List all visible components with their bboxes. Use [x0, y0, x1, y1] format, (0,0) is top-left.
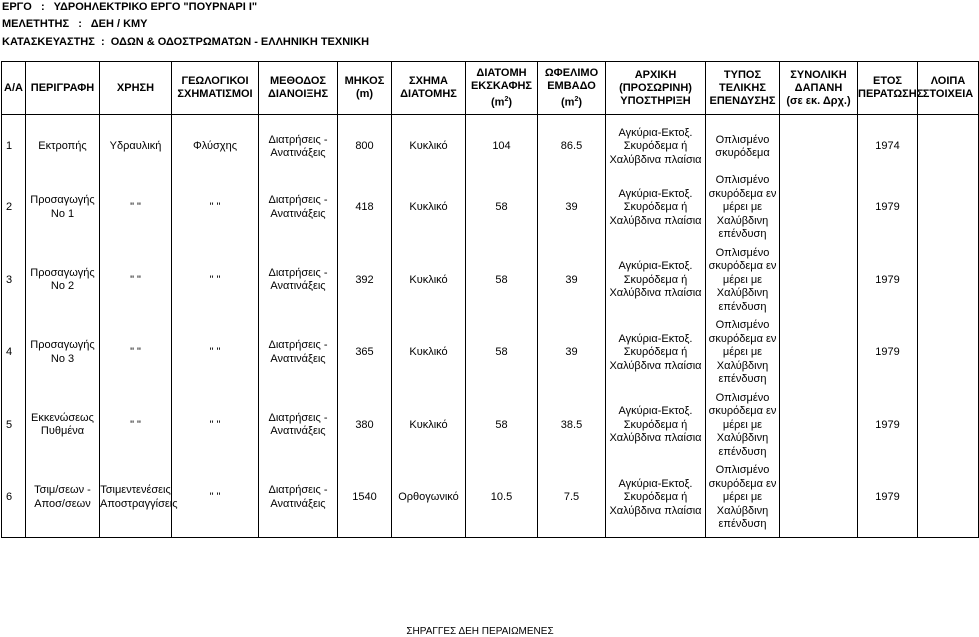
column-header — [606, 62, 706, 115]
final-lining-cell — [706, 464, 780, 532]
tunnels-table — [1, 61, 979, 538]
column-header-line: ΔΙΑΤΟΜΗΣ — [400, 88, 457, 100]
column-header-line: ΥΠΟΣΤΗΡΙΞΗ — [620, 94, 691, 107]
final-lining-line: επένδυση — [718, 228, 767, 240]
closing-cell — [706, 532, 780, 538]
other-info-cell — [918, 464, 979, 532]
final-lining-cell — [706, 247, 780, 315]
length-cell — [338, 392, 392, 460]
final-lining-line: μέρει με — [722, 491, 763, 503]
length: 1540 — [352, 491, 377, 503]
section-shape-cell — [392, 392, 466, 460]
initial-support-line: Αγκύρια-Εκτοξ. — [618, 332, 693, 345]
initial-support-cell — [606, 174, 706, 242]
column-header-line: ) — [578, 96, 583, 109]
useful-area: 39 — [565, 201, 578, 213]
closing-cell — [100, 532, 172, 538]
excavation-area-cell — [466, 174, 538, 242]
initial-support-line: Χαλύβδινα πλαίσια — [609, 287, 702, 299]
row-number: 4 — [6, 346, 13, 358]
initial-support-line: Σκυρόδεμα ή — [623, 418, 688, 431]
description-line: Εκτροπής — [38, 140, 87, 153]
description-cell — [26, 247, 100, 315]
column-header — [392, 62, 466, 115]
other-info-cell — [918, 174, 979, 242]
excavation-method-line: Διατρήσεις - — [268, 194, 328, 207]
column-header-line: ΕΤΟΣ — [872, 75, 902, 87]
closing-cell — [172, 532, 259, 538]
geology-cell — [172, 319, 259, 387]
completion-year-cell — [858, 125, 918, 169]
project-line — [2, 1, 257, 13]
usage-line: Τσιμεντενέσεις — [100, 484, 171, 497]
column-header — [259, 62, 338, 115]
usage-line: Αποστραγγίσεις — [100, 497, 178, 510]
row-number: 3 — [6, 273, 13, 286]
column-header-line: ΣΤΟΙΧΕΙΑ — [922, 88, 974, 100]
useful-area: 7.5 — [563, 491, 580, 503]
total-cost-cell — [780, 464, 858, 532]
section-shape: Κυκλικό — [409, 346, 448, 358]
final-lining-line: Οπλισμένο — [715, 133, 770, 146]
final-lining-line: επένδυση — [718, 373, 767, 385]
description-cell — [26, 125, 100, 169]
section-shape: Κυκλικό — [409, 140, 448, 153]
column-header-line: Α/Α — [4, 81, 23, 94]
completion-year: 1979 — [875, 346, 900, 358]
final-lining-cell — [706, 174, 780, 242]
column-header-line: ΕΜΒΑΔΟ — [547, 79, 596, 92]
row-number-cell — [2, 247, 26, 315]
initial-support-cell — [606, 392, 706, 460]
column-header-line: (ΠΡΟΣΩΡΙΝΗ) — [619, 81, 692, 94]
usage-cell — [100, 392, 172, 460]
closing-row — [2, 532, 979, 538]
excavation-area-cell — [466, 392, 538, 460]
excavation-method-line: Ανατινάξεις — [270, 147, 326, 159]
row-number: 1 — [6, 140, 13, 153]
usage-cell — [100, 319, 172, 387]
closing-cell — [538, 532, 606, 538]
excavation-method-line: Διατρήσεις - — [268, 411, 328, 424]
final-lining-line: Οπλισμένο — [715, 391, 770, 404]
description-line: Προσαγωγής — [30, 194, 95, 207]
closing-cell — [466, 532, 538, 538]
excavation-method-line: Διατρήσεις - — [268, 339, 328, 352]
useful-area-cell — [538, 464, 606, 532]
unit-superscript: 2 — [574, 95, 579, 103]
geology-line: " " — [209, 273, 221, 286]
column-header — [538, 62, 606, 115]
column-header-line: ΤΥΠΟΣ ΤΕΛΙΚΗΣ — [719, 68, 766, 94]
initial-support-line: Αγκύρια-Εκτοξ. — [618, 405, 693, 417]
excavation-method-line: Ανατινάξεις — [270, 425, 326, 438]
table-row — [2, 319, 979, 387]
excavation-area-cell — [466, 319, 538, 387]
column-header — [780, 62, 858, 115]
separator: : — [78, 18, 82, 30]
excavation-method-line: Ανατινάξεις — [270, 497, 326, 510]
final-lining-line: Χαλύβδινη — [716, 359, 769, 372]
row-number: 6 — [6, 491, 13, 503]
table-row — [2, 125, 979, 169]
initial-support-cell — [606, 319, 706, 387]
column-header-line: (m — [490, 96, 505, 109]
length: 800 — [355, 140, 374, 153]
useful-area-cell — [538, 319, 606, 387]
length: 392 — [355, 273, 374, 286]
completion-year: 1979 — [875, 273, 900, 286]
final-lining-line: μέρει με — [722, 201, 763, 213]
project-value: ΥΔΡΟΗΛΕΚΤΡΙΚΟ ΕΡΓΟ "ΠΟΥΡΝΑΡΙ I" — [53, 1, 258, 13]
excavation-area-cell — [466, 464, 538, 532]
excavation-method-cell — [259, 125, 338, 169]
row-number: 5 — [6, 418, 13, 431]
geology-cell — [172, 174, 259, 242]
spacer-row — [2, 115, 979, 126]
useful-area: 86.5 — [560, 140, 583, 153]
table-row — [2, 247, 979, 315]
other-info-cell — [918, 125, 979, 169]
initial-support-line: Σκυρόδεμα ή — [623, 346, 688, 358]
final-lining-cell — [706, 125, 780, 169]
total-cost-cell — [780, 319, 858, 387]
geology-cell — [172, 392, 259, 460]
geology-line: Φλύσχης — [192, 140, 237, 153]
initial-support-line: Χαλύβδινα πλαίσια — [609, 432, 702, 444]
geology-line: " " — [209, 201, 221, 213]
builder-label: ΚΑΤΑΣΚΕΥΑΣΤΗΣ — [2, 36, 95, 48]
column-header — [706, 62, 780, 115]
initial-support-cell — [606, 125, 706, 169]
excavation-area-cell — [466, 247, 538, 315]
usage-line: " " — [130, 346, 141, 358]
column-header-line: (σε εκ. Δρχ.) — [786, 94, 851, 107]
row-number-cell — [2, 392, 26, 460]
spacer-cell — [100, 115, 172, 126]
completion-year: 1974 — [875, 140, 900, 153]
usage-cell — [100, 174, 172, 242]
excavation-area: 58 — [495, 346, 508, 358]
section-shape-cell — [392, 125, 466, 169]
excavation-method-cell — [259, 247, 338, 315]
column-header-line: ΜΗΚΟΣ — [344, 75, 385, 87]
description-cell — [26, 464, 100, 532]
row-number-cell — [2, 464, 26, 532]
column-header — [100, 62, 172, 115]
final-lining-line: Χαλύβδινη — [716, 287, 769, 299]
column-header-line: ΔΙΑΤΟΜΗ — [476, 66, 527, 79]
excavation-area: 58 — [495, 418, 508, 431]
final-lining-line: μέρει με — [722, 346, 763, 358]
initial-support-line: Σκυρόδεμα ή — [623, 273, 688, 286]
spacer-cell — [466, 115, 538, 126]
final-lining-line: επένδυση — [718, 445, 767, 458]
description-line: Προσαγωγής — [30, 266, 95, 279]
initial-support-cell — [606, 247, 706, 315]
excavation-method-cell — [259, 464, 338, 532]
final-lining-line: σκυρόδεμα εν — [708, 260, 777, 272]
spacer-cell — [259, 115, 338, 126]
row-number-cell — [2, 125, 26, 169]
completion-year: 1979 — [875, 418, 900, 431]
final-lining-cell — [706, 392, 780, 460]
excavation-method-line: Διατρήσεις - — [268, 484, 328, 497]
excavation-area: 58 — [495, 201, 508, 213]
final-lining-line: Οπλισμένο — [715, 319, 770, 331]
initial-support-line: Αγκύρια-Εκτοξ. — [618, 187, 693, 200]
builder-line — [2, 36, 369, 48]
final-lining-line: σκυρόδεμα — [715, 147, 770, 159]
section-shape: Ορθογωνικό — [398, 491, 459, 503]
description-line: Πυθμένα — [40, 425, 85, 438]
excavation-area: 58 — [495, 273, 508, 286]
column-header-line: ΣΥΝΟΛΙΚΗ — [790, 68, 847, 81]
spacer-cell — [918, 115, 979, 126]
column-header-line: ΕΠΕΝΔΥΣΗΣ — [709, 94, 776, 107]
column-header-line: ΠΕΡΑΤΩΣΗΣ — [858, 88, 924, 100]
geology-line: " " — [209, 346, 221, 358]
total-cost-cell — [780, 174, 858, 242]
completion-year: 1979 — [875, 491, 900, 503]
initial-support-cell — [606, 464, 706, 532]
length: 365 — [355, 346, 374, 358]
useful-area-cell — [538, 174, 606, 242]
column-header-line: ΕΚΣΚΑΦΗΣ — [470, 79, 533, 92]
spacer-cell — [172, 115, 259, 126]
separator: : — [41, 1, 45, 13]
closing-cell — [780, 532, 858, 538]
description-line: Τσιμ/σεων - — [34, 484, 91, 497]
excavation-method-line: Ανατινάξεις — [270, 280, 326, 293]
closing-cell — [259, 532, 338, 538]
length-cell — [338, 319, 392, 387]
column-header — [466, 62, 538, 115]
spacer-cell — [392, 115, 466, 126]
description-line: Νο 3 — [50, 352, 75, 365]
closing-cell — [858, 532, 918, 538]
row-number-cell — [2, 174, 26, 242]
other-info-cell — [918, 319, 979, 387]
column-header-line: ΣΧΗΜΑ — [409, 75, 448, 87]
other-info-cell — [918, 247, 979, 315]
excavation-area-cell — [466, 125, 538, 169]
description-line: Εκκενώσεως — [31, 411, 94, 424]
description-cell — [26, 319, 100, 387]
table-row — [2, 464, 979, 532]
spacer-cell — [338, 115, 392, 126]
column-header-line: (m — [560, 96, 575, 109]
description-line: Αποσ/σεων — [34, 497, 91, 510]
final-lining-line: σκυρόδεμα εν — [708, 187, 777, 200]
final-lining-line: Οπλισμένο — [715, 464, 770, 476]
section-shape: Κυκλικό — [409, 418, 448, 431]
column-header — [338, 62, 392, 115]
unit-superscript: 2 — [504, 95, 509, 103]
useful-area: 39 — [565, 346, 578, 358]
closing-cell — [26, 532, 100, 538]
geology-cell — [172, 464, 259, 532]
description-line: Νο 2 — [50, 280, 75, 293]
column-header-line: ΣΧΗΜΑΤΙΣΜΟΙ — [177, 88, 253, 100]
usage-cell — [100, 125, 172, 169]
final-lining-line: σκυρόδεμα εν — [708, 477, 777, 490]
closing-cell — [606, 532, 706, 538]
column-header — [2, 62, 26, 115]
section-shape-cell — [392, 247, 466, 315]
column-header — [858, 62, 924, 115]
final-lining-line: μέρει με — [722, 418, 763, 431]
column-header-line: ΩΦΕΛΙΜΟ — [544, 66, 599, 79]
section-shape-cell — [392, 464, 466, 532]
spacer-cell — [706, 115, 780, 126]
final-lining-line: σκυρόδεμα εν — [708, 405, 777, 417]
column-header — [918, 62, 979, 115]
final-lining-line: επένδυση — [718, 518, 767, 530]
completion-year-cell — [858, 174, 918, 242]
row-number: 2 — [6, 201, 13, 213]
section-shape-cell — [392, 319, 466, 387]
initial-support-line: Χαλύβδινα πλαίσια — [609, 153, 702, 166]
excavation-method-line: Διατρήσεις - — [268, 266, 328, 279]
length-cell — [338, 174, 392, 242]
column-header-line: ) — [508, 96, 513, 109]
useful-area-cell — [538, 392, 606, 460]
section-shape-cell — [392, 174, 466, 242]
final-lining-line: Οπλισμένο — [715, 174, 770, 186]
completion-year-cell — [858, 319, 918, 387]
column-header-line: ΠΕΡΙΓΡΑΦΗ — [30, 81, 95, 94]
table-row — [2, 174, 979, 242]
footer-title: ΣΗΡΑΓΓΕΣ ΔΕΗ ΠΕΡΑΙΩΜΕΝΕΣ — [406, 626, 554, 637]
initial-support-line: Σκυρόδεμα ή — [623, 491, 688, 503]
length: 380 — [355, 418, 374, 431]
useful-area: 39 — [565, 273, 578, 286]
total-cost-cell — [780, 392, 858, 460]
excavation-method-line: Ανατινάξεις — [270, 207, 326, 220]
description-line: Προσαγωγής — [30, 339, 95, 352]
description-cell — [26, 174, 100, 242]
usage-line: Υδραυλική — [109, 140, 162, 153]
column-header-line: (m) — [355, 88, 374, 100]
geology-cell — [172, 125, 259, 169]
spacer-cell — [26, 115, 100, 126]
final-lining-line: Χαλύβδινη — [716, 432, 769, 444]
final-lining-line: Χαλύβδινη — [716, 504, 769, 517]
closing-cell — [392, 532, 466, 538]
completion-year: 1979 — [875, 201, 900, 213]
usage-cell — [100, 464, 178, 532]
closing-cell — [338, 532, 392, 538]
completion-year-cell — [858, 392, 918, 460]
usage-line: " " — [130, 418, 141, 431]
useful-area-cell — [538, 247, 606, 315]
useful-area-cell — [538, 125, 606, 169]
excavation-area: 10.5 — [490, 491, 513, 503]
initial-support-line: Αγκύρια-Εκτοξ. — [618, 260, 693, 272]
section-shape: Κυκλικό — [409, 201, 448, 213]
length-cell — [338, 464, 392, 532]
initial-support-line: Αγκύρια-Εκτοξ. — [618, 477, 693, 490]
excavation-method-cell — [259, 392, 338, 460]
final-lining-line: μέρει με — [722, 273, 763, 286]
spacer-cell — [538, 115, 606, 126]
usage-cell — [100, 247, 172, 315]
separator: : — [100, 36, 105, 48]
initial-support-line: Χαλύβδινα πλαίσια — [609, 504, 702, 517]
project-label: ΕΡΓΟ — [2, 1, 32, 13]
row-number-cell — [2, 319, 26, 387]
excavation-method-cell — [259, 174, 338, 242]
column-header-line: ΛΟΙΠΑ — [930, 75, 966, 87]
study-line — [2, 18, 148, 30]
geology-line: " " — [209, 418, 221, 431]
excavation-area: 104 — [492, 140, 511, 153]
column-header-line: ΔΑΠΑΝΗ — [794, 81, 843, 94]
completion-year-cell — [858, 247, 918, 315]
geology-line: " " — [209, 491, 221, 503]
excavation-method-line: Ανατινάξεις — [270, 352, 326, 365]
spacer-cell — [606, 115, 706, 126]
usage-line: " " — [130, 273, 141, 286]
closing-cell — [2, 532, 26, 538]
total-cost-cell — [780, 125, 858, 169]
total-cost-cell — [780, 247, 858, 315]
closing-cell — [918, 532, 979, 538]
length-cell — [338, 125, 392, 169]
initial-support-line: Σκυρόδεμα ή — [623, 201, 688, 213]
initial-support-line: Αγκύρια-Εκτοξ. — [618, 126, 693, 139]
column-header-line: ΔΙΑΝΟΙΞΗΣ — [267, 88, 329, 100]
final-lining-line: Οπλισμένο — [715, 246, 770, 259]
column-header-line: ΓΕΩΛΟΓΙΚΟΙ — [181, 75, 249, 87]
column-header-line: ΜΕΘΟΔΟΣ — [269, 75, 327, 87]
final-lining-line: επένδυση — [718, 300, 767, 313]
initial-support-line: Σκυρόδεμα ή — [623, 140, 688, 153]
spacer-cell — [858, 115, 918, 126]
column-header — [172, 62, 259, 115]
header-row — [2, 62, 979, 115]
final-lining-line: Χαλύβδινη — [716, 214, 769, 227]
spacer-cell — [2, 115, 26, 126]
column-header-line: ΧΡΗΣΗ — [116, 81, 155, 94]
description-line: Νο 1 — [50, 207, 75, 220]
final-lining-line: σκυρόδεμα εν — [708, 332, 777, 345]
completion-year-cell — [858, 464, 918, 532]
section-shape: Κυκλικό — [409, 273, 448, 286]
study-label: ΜΕΛΕΤΗΤΗΣ — [2, 18, 70, 30]
column-header-line: ΑΡΧΙΚΗ — [634, 68, 677, 81]
spacer-cell — [780, 115, 858, 126]
table-row — [2, 392, 979, 460]
builder-value: ΟΔΩΝ & ΟΔΟΣΤΡΩΜΑΤΩΝ - ΕΛΛΗΝΙΚΗ ΤΕΧΝΙΚΗ — [110, 36, 370, 48]
description-cell — [26, 392, 100, 460]
other-info-cell — [918, 392, 979, 460]
length-cell — [338, 247, 392, 315]
excavation-method-line: Διατρήσεις - — [268, 133, 328, 146]
final-lining-cell — [706, 319, 780, 387]
study-value: ΔΕΗ / ΚΜΥ — [90, 18, 148, 30]
useful-area: 38.5 — [560, 418, 583, 431]
usage-line: " " — [130, 201, 141, 213]
excavation-method-cell — [259, 319, 338, 387]
column-header — [26, 62, 100, 115]
initial-support-line: Χαλύβδινα πλαίσια — [609, 214, 702, 227]
geology-cell — [172, 247, 259, 315]
initial-support-line: Χαλύβδινα πλαίσια — [609, 359, 702, 372]
length: 418 — [355, 201, 374, 213]
